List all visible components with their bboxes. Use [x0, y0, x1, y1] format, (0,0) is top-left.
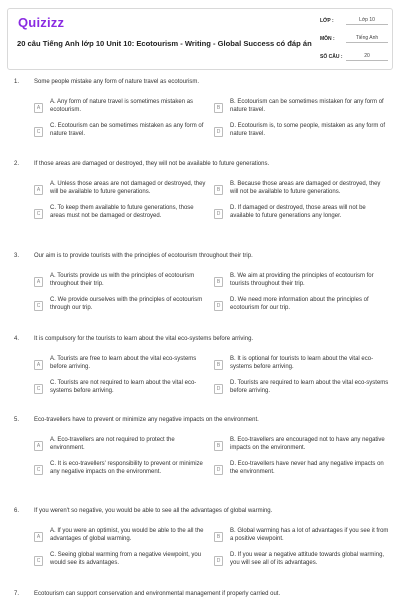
question-text: Ecotourism can support conservation and environmental management if properly carried out.	[34, 591, 281, 597]
option-text: C. We provide ourselves with the principles of ecotourism through our trip.	[50, 297, 203, 311]
option-letter-box[interactable]: A	[34, 103, 43, 113]
question-number: 1.	[14, 79, 20, 85]
option-text: B. Ecotourism can be sometimes mistaken for any form of nature travel.	[230, 99, 384, 113]
option-letter-box[interactable]: A	[34, 532, 43, 542]
option-text: B. It is optional for tourists to learn about the vital eco-systems before arriving.	[230, 356, 374, 370]
option-letter-box[interactable]: B	[214, 532, 223, 542]
meta-key: MÔN :	[320, 36, 335, 42]
option-letter-box[interactable]: B	[214, 277, 223, 287]
option-text: C. Seeing global warming from a negative viewpoint, you would see its advantages.	[50, 552, 202, 566]
option-text: B. We aim at providing the principles of ecotourism for tourists throughout their trip.	[230, 273, 374, 287]
option-letter-box[interactable]: A	[34, 277, 43, 287]
question-text: It is compulsory for the tourists to learn about the vital eco-systems before arriving.	[34, 336, 254, 342]
option-letter-box[interactable]: A	[34, 441, 43, 451]
question-number: 7.	[14, 591, 20, 597]
option-text: A. Eco-travellers are not required to protect the environment.	[50, 437, 175, 451]
meta-key: SỐ CÂU :	[320, 54, 343, 60]
option-letter-box[interactable]: D	[214, 209, 223, 219]
option-letter-box[interactable]: B	[214, 185, 223, 195]
option-text: B. Because those areas are damaged or destroyed, they will not be available to future generations.	[230, 181, 381, 195]
option-text: A. Any form of nature travel is sometimes mistaken as ecotourism.	[50, 99, 194, 113]
question-number: 4.	[14, 336, 20, 342]
option-letter-box[interactable]: C	[34, 384, 43, 394]
option-text: D. Tourists are required to learn about the vital eco-systems before arriving.	[230, 380, 389, 394]
option-letter-box[interactable]: D	[214, 127, 223, 137]
option-text: C. Tourists are not required to learn about the vital eco-systems before arriving.	[50, 380, 197, 394]
option-text: C. To keep them available to future generations, those areas must not be damaged or destroyed.	[50, 205, 194, 219]
option-letter-box[interactable]: C	[34, 465, 43, 475]
option-letter-box[interactable]: B	[214, 360, 223, 370]
option-letter-box[interactable]: B	[214, 103, 223, 113]
option-letter-box[interactable]: C	[34, 556, 43, 566]
question-text: Eco-travellers have to prevent or minimize any negative impacts on the environment.	[34, 417, 259, 423]
meta-value: 20	[346, 51, 388, 61]
option-letter-box[interactable]: D	[214, 384, 223, 394]
option-text: C. It is eco-travellers' responsibility to prevent or minimize any negative impacts on the environment.	[50, 461, 203, 475]
option-letter-box[interactable]: A	[34, 360, 43, 370]
option-letter-box[interactable]: C	[34, 127, 43, 137]
question-number: 6.	[14, 508, 20, 514]
document-title: 20 câu Tiếng Anh lớp 10 Unit 10: Ecotourism - Writing - Global Success có đáp án	[17, 39, 312, 48]
option-letter-box[interactable]: D	[214, 556, 223, 566]
option-text: C. Ecotourism can be sometimes mistaken as any form of nature travel.	[50, 123, 204, 137]
option-text: D. We need more information about the principles of ecotourism for our trip.	[230, 297, 369, 311]
option-letter-box[interactable]: A	[34, 185, 43, 195]
option-text: D. If you wear a negative attitude towards global warming, you will see all of its advantages.	[230, 552, 385, 566]
option-text: A. Unless those areas are not damaged or destroyed, they will be available to future generations.	[50, 181, 206, 195]
question-text: Some people mistake any form of nature travel as ecotourism.	[34, 79, 200, 85]
option-letter-box[interactable]: D	[214, 465, 223, 475]
question-number: 5.	[14, 417, 20, 423]
meta-key: LỚP :	[320, 18, 334, 24]
option-letter-box[interactable]: C	[34, 209, 43, 219]
question-text: Our aim is to provide tourists with the principles of ecotourism throughout their trip.	[34, 253, 253, 259]
option-text: D. If damaged or destroyed, those areas will not be available to future generations any longer.	[230, 205, 366, 219]
meta-value: Lớp 10	[346, 15, 388, 25]
option-letter-box[interactable]: B	[214, 441, 223, 451]
option-letter-box[interactable]: D	[214, 301, 223, 311]
option-text: B. Eco-travellers are encouraged not to have any negative impacts on the environment.	[230, 437, 385, 451]
option-text: A. If you were an optimist, you would be able to the all the advantages of global warming.	[50, 528, 204, 542]
option-text: B. Global warming has a lot of advantages if you see it from a positive viewpoint.	[230, 528, 389, 542]
quizizz-logo: Quizizz	[18, 15, 65, 30]
question-number: 2.	[14, 161, 20, 167]
question-text: If you weren't so negative, you would be able to see all the advantages of global warming.	[34, 508, 273, 514]
option-text: A. Tourists provide us with the principles of ecotourism throughout their trip.	[50, 273, 195, 287]
option-text: D. Ecotourism is, to some people, mistaken as any form of nature travel.	[230, 123, 386, 137]
meta-value: Tiếng Anh	[346, 33, 388, 43]
option-text: D. Eco-travellers have never had any negative impacts on the environment.	[230, 461, 384, 475]
question-number: 3.	[14, 253, 20, 259]
question-text: If those areas are damaged or destroyed, they will not be available to future generations.	[34, 161, 270, 167]
option-text: A. Tourists are free to learn about the vital eco-systems before arriving.	[50, 356, 197, 370]
document-header	[7, 8, 393, 70]
option-letter-box[interactable]: C	[34, 301, 43, 311]
